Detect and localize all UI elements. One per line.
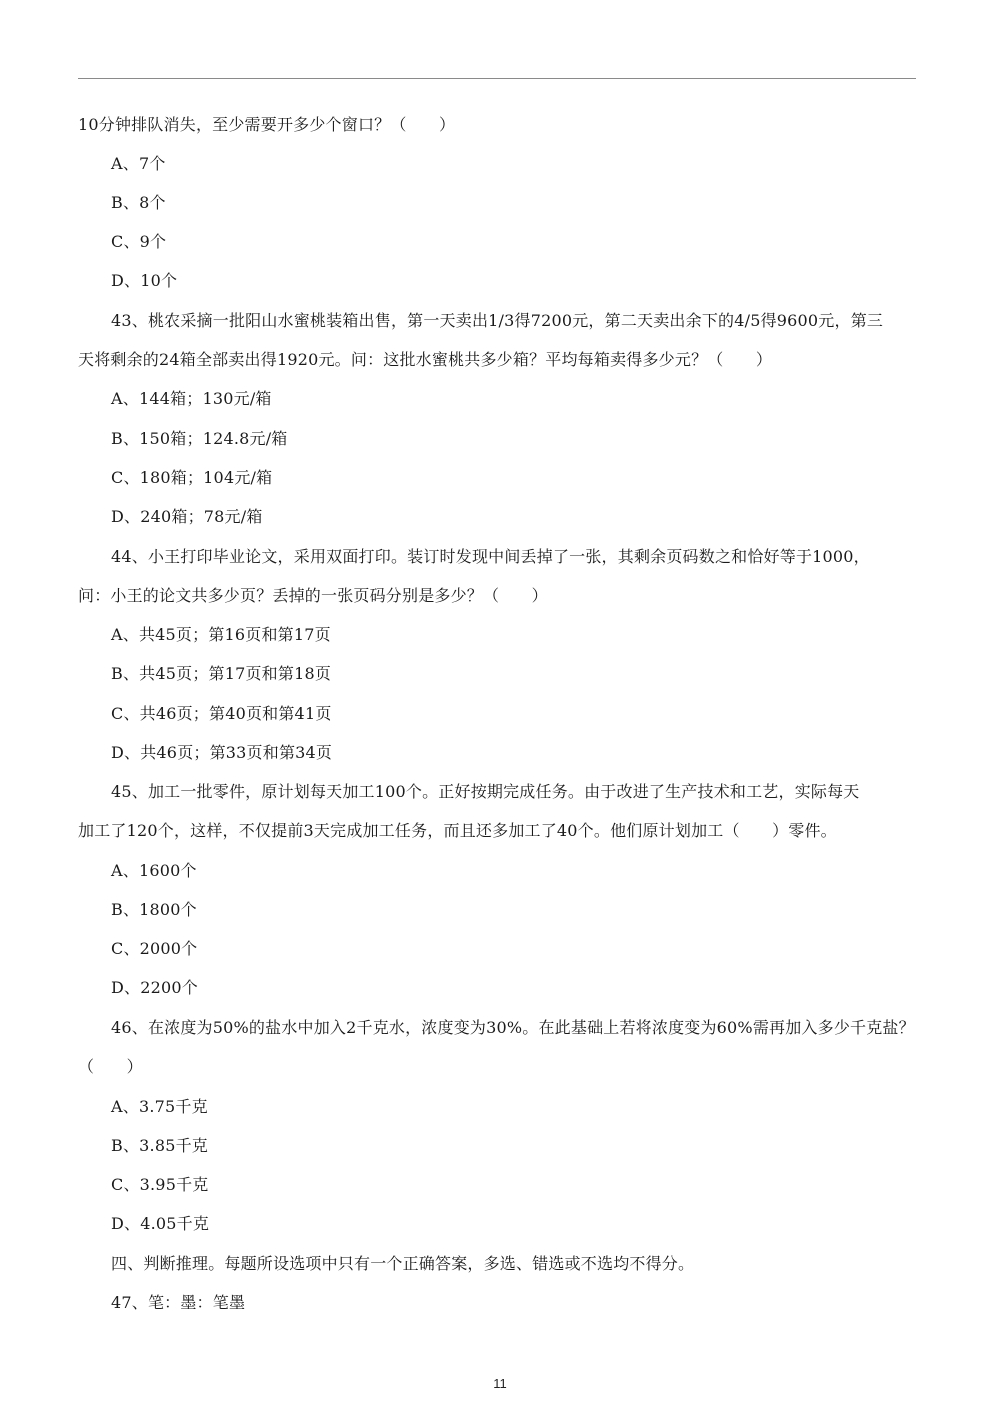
q45-stem-line2: 加工了120个，这样，不仅提前3天完成加工任务，而且还多加工了40个。他们原计划加工（ ）零件。 [78,821,837,840]
page-number: 11 [493,1376,507,1391]
q43-stem-line1: 43、桃农采摘一批阳山水蜜桃装箱出售，第一天卖出1/3得7200元，第二天卖出余下的4/5得9600元，第三 [111,311,884,330]
q46-option-d: D、4.05千克 [111,1214,210,1233]
header-rule [78,78,916,79]
section-heading: 四、判断推理。每题所设选项中只有一个正确答案，多选、错选或不选均不得分。 [111,1254,695,1273]
q46-option-b: B、3.85千克 [111,1136,208,1155]
q42-stem: 10分钟排队消失，至少需要开多少个窗口？（ ） [78,115,456,134]
q46-stem-line2: （ ） [78,1057,143,1076]
q43-option-c: C、180箱；104元/箱 [111,468,273,487]
q43-stem-line2: 天将剩余的24箱全部卖出得1920元。问：这批水蜜桃共多少箱？平均每箱卖得多少元？（ ） [78,350,773,369]
q44-option-d: D、共46页；第33页和第34页 [111,743,333,762]
q43-option-a: A、144箱；130元/箱 [111,389,272,408]
q46-option-a: A、3.75千克 [111,1097,208,1116]
q42-option-a: A、7个 [111,154,166,173]
q44-stem-line1: 44、小王打印毕业论文，采用双面打印。装订时发现中间丢掉了一张，其剩余页码数之和恰好等于1000， [111,547,870,566]
q46-option-c: C、3.95千克 [111,1175,209,1194]
q44-option-a: A、共45页；第16页和第17页 [111,625,331,644]
q47-stem: 47、笔：墨：笔墨 [111,1293,246,1312]
q42-option-d: D、10个 [111,271,178,290]
q42-option-b: B、8个 [111,193,166,212]
q43-option-d: D、240箱；78元/箱 [111,507,263,526]
q45-stem-line1: 45、加工一批零件，原计划每天加工100个。正好按期完成任务。由于改进了生产技术和工艺，实际每天 [111,782,860,801]
q45-option-b: B、1800个 [111,900,197,919]
q45-option-c: C、2000个 [111,939,198,958]
q45-option-a: A、1600个 [111,861,197,880]
q46-stem-line1: 46、在浓度为50%的盐水中加入2千克水，浓度变为30%。在此基础上若将浓度变为60%需再加入多少千克盐？ [111,1018,915,1037]
q44-option-c: C、共46页；第40页和第41页 [111,704,332,723]
q43-option-b: B、150箱；124.8元/箱 [111,429,288,448]
q44-option-b: B、共45页；第17页和第18页 [111,664,332,683]
q42-option-c: C、9个 [111,232,167,251]
q44-stem-line2: 问：小王的论文共多少页？丢掉的一张页码分别是多少？（ ） [78,586,548,605]
q45-option-d: D、2200个 [111,978,198,997]
